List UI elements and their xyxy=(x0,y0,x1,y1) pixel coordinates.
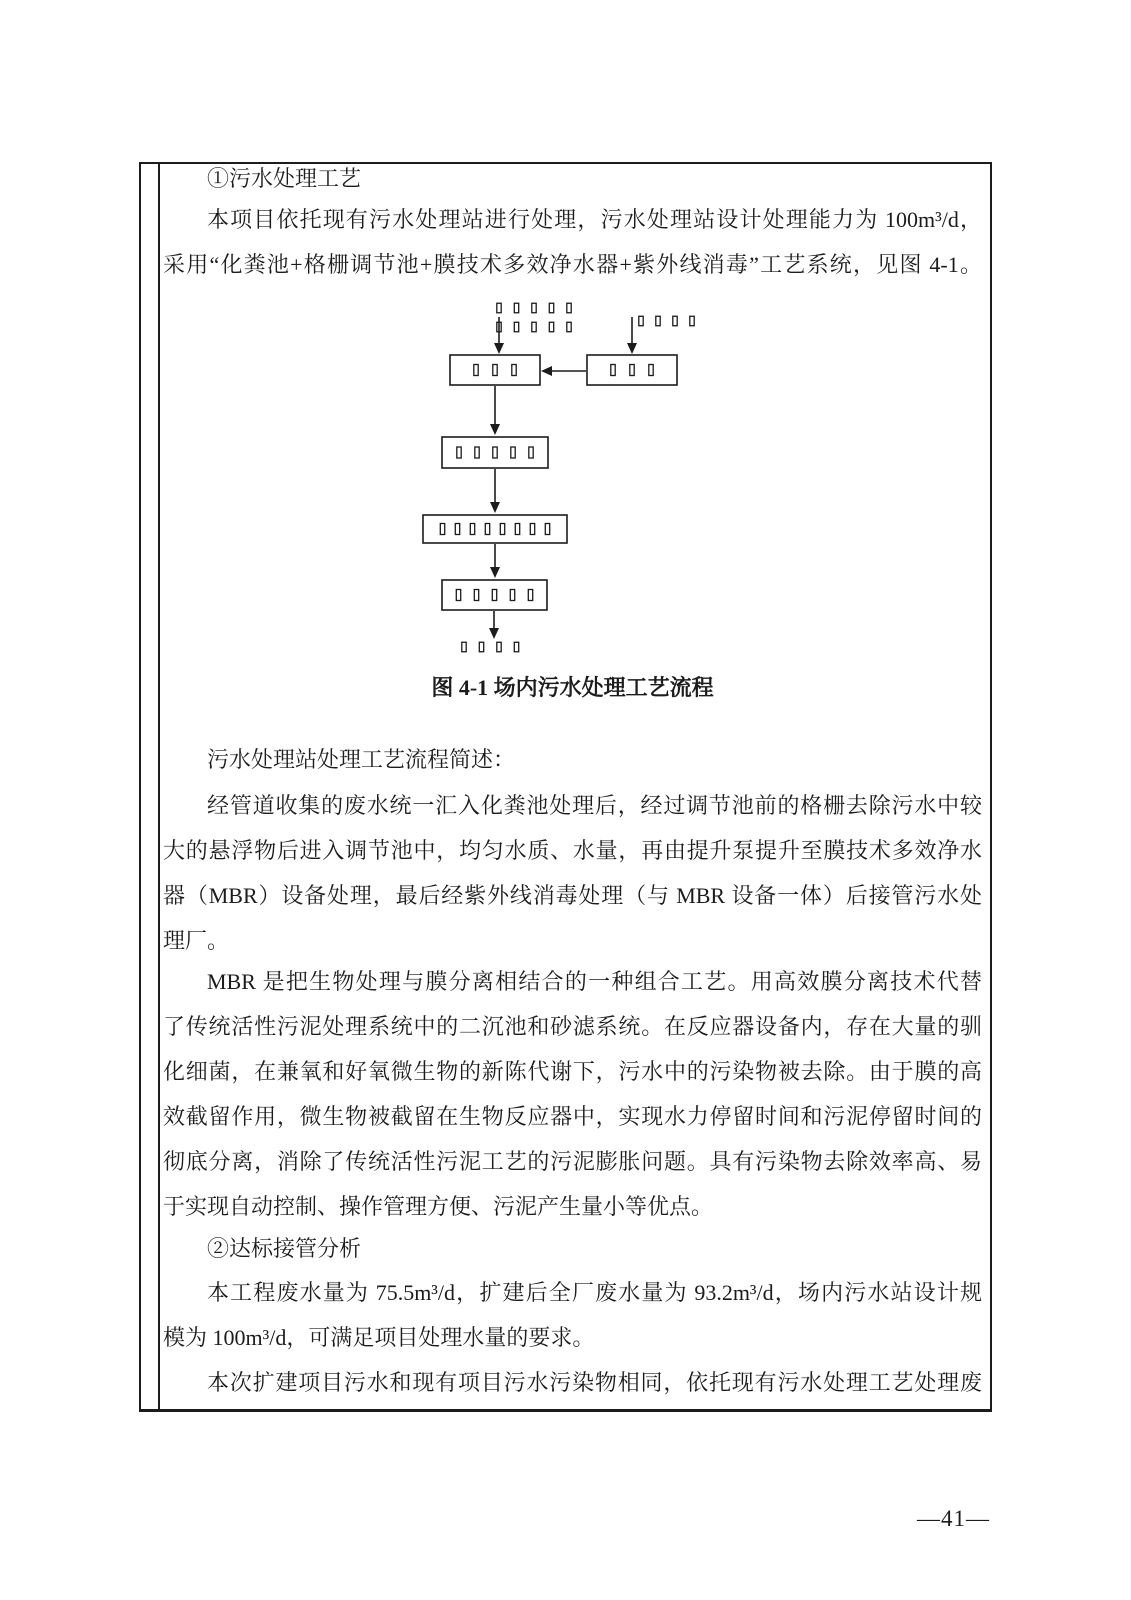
paragraph-process-description xyxy=(163,783,982,963)
paragraph-expansion xyxy=(163,1360,982,1405)
paragraph-line: 效截留作用，微生物被截留在生物反应器中，实现水力停留时间和污泥停留时间的 xyxy=(163,1104,982,1129)
paragraph-capacity xyxy=(163,1270,982,1360)
paragraph-line: 大的悬浮物后进入调节池中，均匀水质、水量，再由提升泵提升至膜技术多效净水 xyxy=(163,838,982,863)
table-inner-vertical-line xyxy=(158,162,160,1412)
paragraph-line: 污水处理站处理工艺流程简述： xyxy=(207,747,516,772)
paragraph-line: 化细菌，在兼氧和好氧微生物的新陈代谢下，污水中的污染物被去除。由于膜的高 xyxy=(163,1059,982,1084)
heading-text: ①污水处理工艺 xyxy=(207,166,362,191)
paragraph-intro xyxy=(163,197,982,287)
paragraph-mbr xyxy=(163,959,982,1229)
figure-caption: 图 4-1 场内污水处理工艺流程 xyxy=(431,675,714,700)
paragraph-summary-lead xyxy=(163,737,982,782)
section1-heading xyxy=(163,156,982,201)
paragraph-line: 理厂。 xyxy=(163,928,230,953)
paragraph-line: 模为 100m³/d，可满足项目处理水量的要求。 xyxy=(163,1325,595,1350)
paragraph-line: 本工程废水量为 75.5m³/d，扩建后全厂废水量为 93.2m³/d，场内污水站设计规 xyxy=(207,1280,982,1305)
paragraph-line: 器（MBR）设备处理，最后经紫外线消毒处理（与 MBR 设备一体）后接管污水处 xyxy=(163,883,982,908)
paragraph-line: 彻底分离，消除了传统活性污泥工艺的污泥膨胀问题。具有污染物去除效率高、易 xyxy=(163,1149,982,1174)
paragraph-line: 本项目依托现有污水处理站进行处理，污水处理站设计处理能力为 100m³/d， xyxy=(207,207,982,232)
paragraph-line: 于实现自动控制、操作管理方便、污泥产生量小等优点。 xyxy=(163,1194,714,1219)
paragraph-line: MBR 是把生物处理与膜分离相结合的一种组合工艺。用高效膜分离技术代替 xyxy=(207,969,982,994)
paragraph-line: 采用“化粪池+格栅调节池+膜技术多效净水器+紫外线消毒”工艺系统，见图 4-1。 xyxy=(163,252,982,277)
paragraph-line: 经管道收集的废水统一汇入化粪池处理后，经过调节池前的格栅去除污水中较 xyxy=(207,793,982,818)
section2-heading xyxy=(163,1226,982,1271)
page-number: —41— xyxy=(917,1506,990,1531)
paragraph-line: 了传统活性污泥处理系统中的二沉池和砂滤系统。在反应器设备内，存在大量的驯 xyxy=(163,1014,982,1039)
heading-text: ②达标接管分析 xyxy=(207,1236,362,1261)
paragraph-line: 本次扩建项目污水和现有项目污水污染物相同，依托现有污水处理工艺处理废 xyxy=(207,1370,982,1395)
